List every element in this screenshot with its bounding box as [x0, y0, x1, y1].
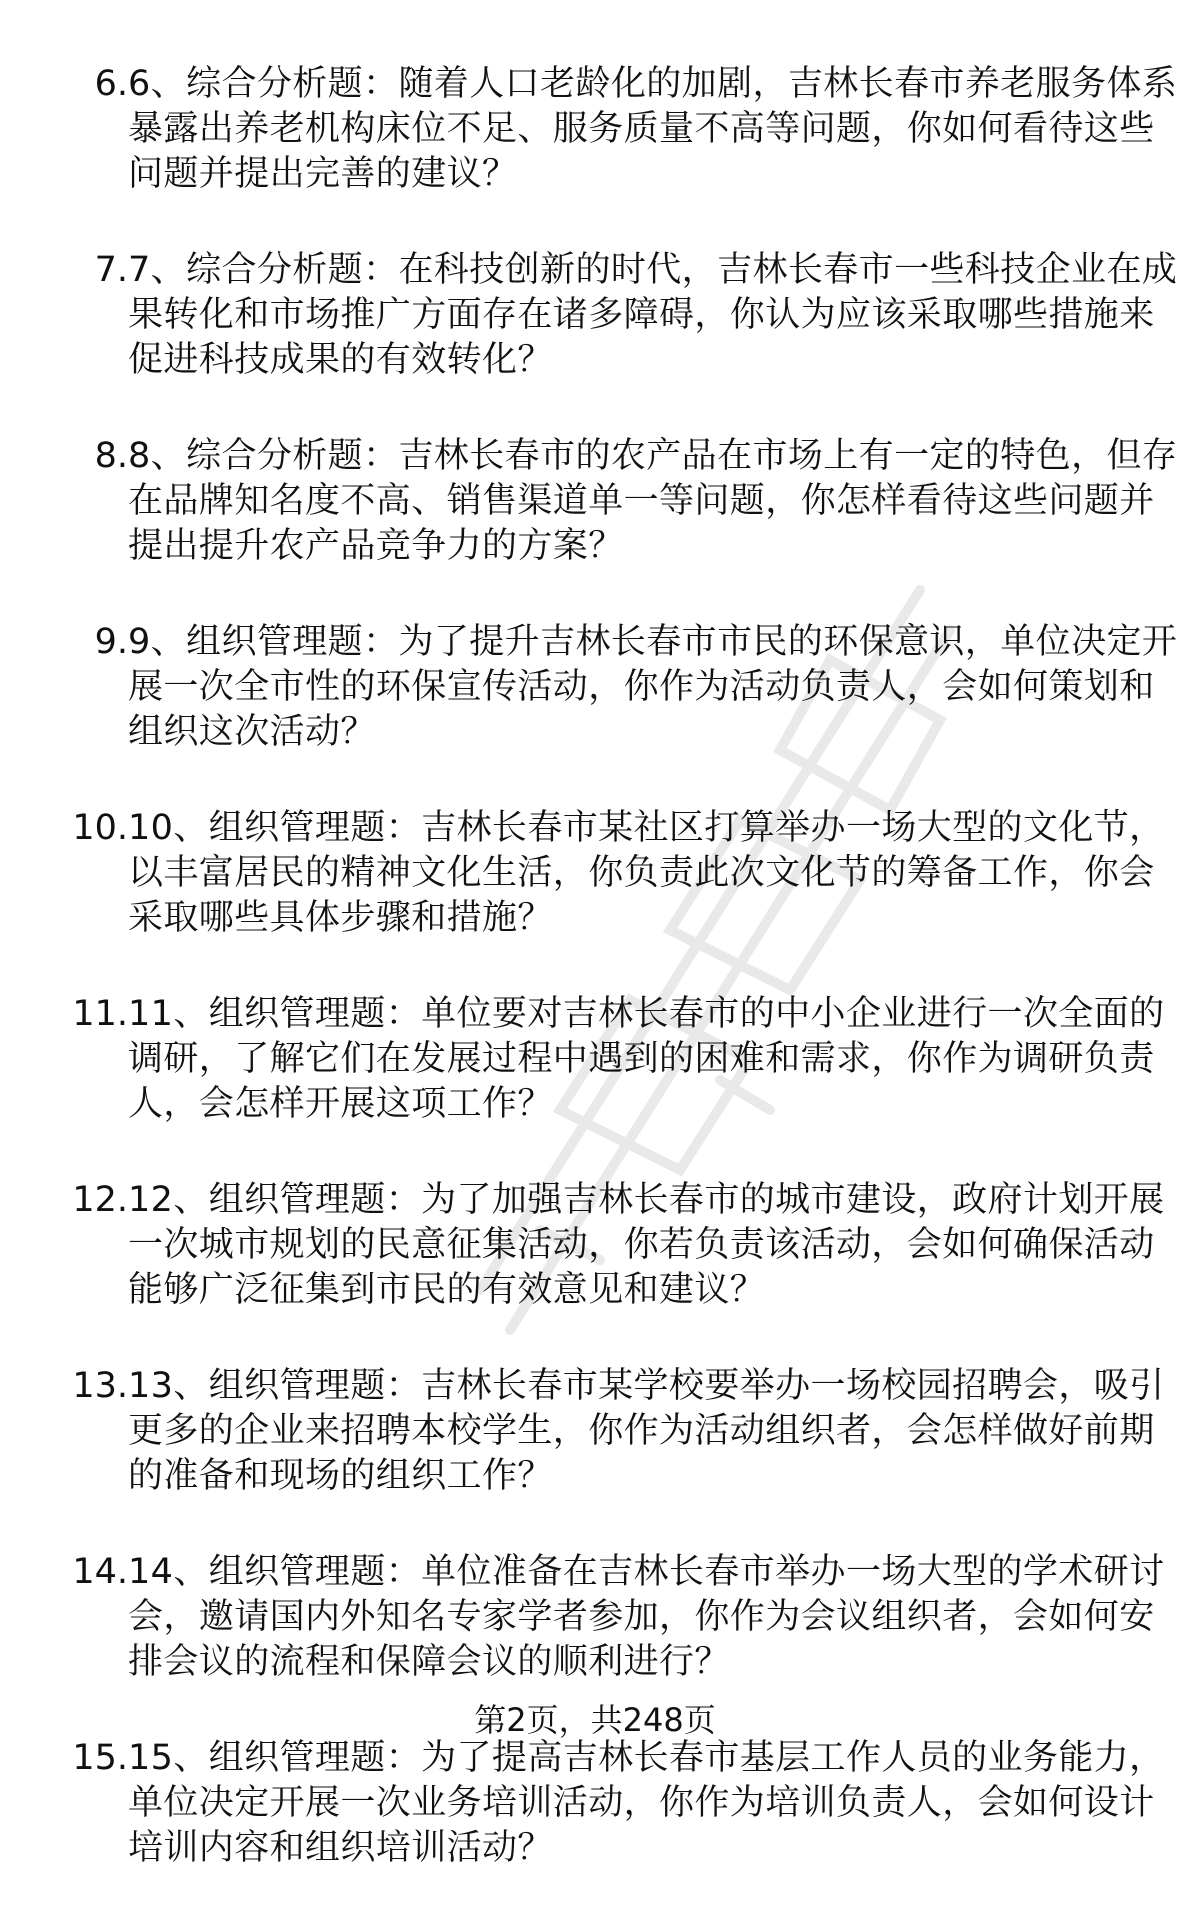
question-number: 13. [72, 1366, 128, 1406]
question-text: 15、组织管理题：为了提高吉林长春市基层工作人员的业务能力，单位决定开展一次业务培训活动，你作为培训负责人，会如何设计培训内容和组织培训活动？ [128, 1738, 1165, 1868]
question-number: 12. [72, 1180, 128, 1220]
question-number: 7. [94, 250, 128, 290]
question-text: 10、组织管理题：吉林长春市某社区打算举办一场大型的文化节，以丰富居民的精神文化生活，你负责此次文化节的筹备工作，你会采取哪些具体步骤和措施？ [128, 808, 1165, 938]
question-item [0, 620, 1190, 806]
question-item [0, 1736, 1190, 1922]
question-list [0, 62, 1190, 1922]
question-number: 11. [72, 994, 128, 1034]
question-item [0, 806, 1190, 992]
question-text: 12、组织管理题：为了加强吉林长春市的城市建设，政府计划开展一次城市规划的民意征集活动，你若负责该活动，会如何确保活动能够广泛征集到市民的有效意见和建议？ [128, 1180, 1165, 1310]
question-item [0, 992, 1190, 1178]
question-text: 8、综合分析题：吉林长春市的农产品在市场上有一定的特色，但存在品牌知名度不高、销售渠道单一等问题，你怎样看待这些问题并提出提升农产品竞争力的方案？ [128, 436, 1178, 566]
question-number: 10. [72, 808, 128, 848]
question-number: 8. [94, 436, 128, 476]
question-text: 7、综合分析题：在科技创新的时代，吉林长春市一些科技企业在成果转化和市场推广方面存在诸多障碍，你认为应该采取哪些措施来促进科技成果的有效转化？ [128, 250, 1178, 380]
question-item [0, 248, 1190, 434]
question-item [0, 1178, 1190, 1364]
question-item [0, 1364, 1190, 1550]
question-number: 14. [72, 1552, 128, 1592]
question-item [0, 434, 1190, 620]
question-text: 9、组织管理题：为了提升吉林长春市市民的环保意识，单位决定开展一次全市性的环保宣传活动，你作为活动负责人，会如何策划和组织这次活动？ [128, 622, 1178, 752]
question-text: 14、组织管理题：单位准备在吉林长春市举办一场大型的学术研讨会，邀请国内外知名专家学者参加，你作为会议组织者，会如何安排会议的流程和保障会议的顺利进行？ [128, 1552, 1165, 1682]
question-text: 6、综合分析题：随着人口老龄化的加剧，吉林长春市养老服务体系暴露出养老机构床位不足、服务质量不高等问题，你如何看待这些问题并提出完善的建议？ [128, 64, 1178, 194]
question-item [0, 62, 1190, 248]
question-number: 9. [94, 622, 128, 662]
question-number: 6. [94, 64, 128, 104]
question-text: 11、组织管理题：单位要对吉林长春市的中小企业进行一次全面的调研，了解它们在发展过程中遇到的困难和需求，你作为调研负责人，会怎样开展这项工作？ [128, 994, 1165, 1124]
page-footer: 第2页，共248页 [474, 1701, 716, 1739]
question-text: 13、组织管理题：吉林长春市某学校要举办一场校园招聘会，吸引更多的企业来招聘本校学生，你作为活动组织者，会怎样做好前期的准备和现场的组织工作？ [128, 1366, 1165, 1496]
question-number: 15. [72, 1738, 128, 1778]
